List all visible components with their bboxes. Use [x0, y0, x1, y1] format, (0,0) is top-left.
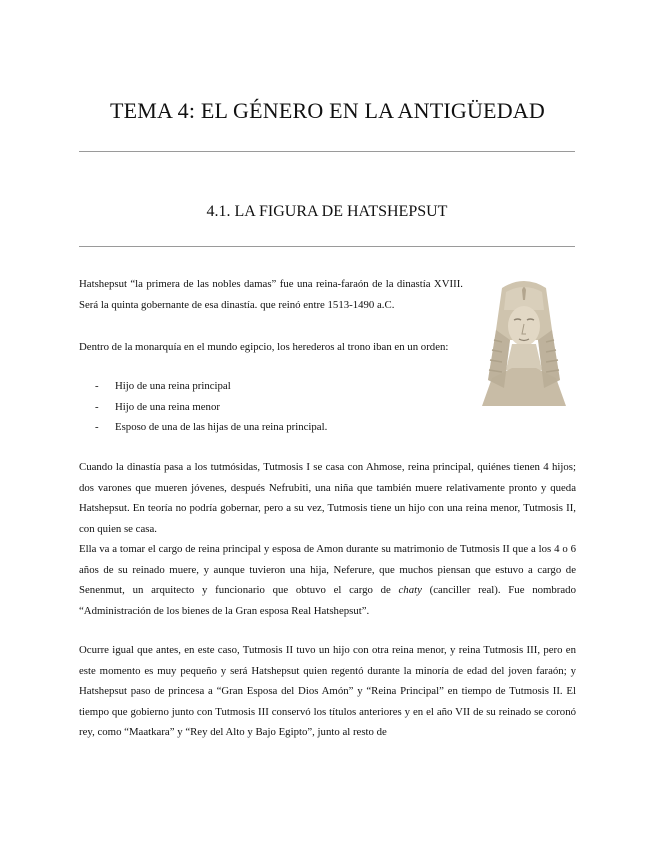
list-item	[79, 417, 327, 438]
body-paragraph-3: Ocurre igual que antes, en este caso, Tutmosis II tuvo un hijo con otra reina menor, y reina Tutmosis III, pero en este momento es muy pequeño y será Hatshepsut quien regentó durante la minoría de edad del joven faraón; y Hatshepsut paso de princesa a “Gran Esposa del Dios Amón” y “Reina Principal” en tiempo de Tutmosis II. El tiempo que gobierno junto con Tutmosis III conservó los títulos anteriores y en el año VII de su reinado se coronó rey, como “Maatkara” y “Rey del Alto y Bajo Egipto”, junto al resto de	[79, 644, 576, 738]
list-item	[79, 376, 327, 397]
bullet-marker: -	[95, 380, 99, 392]
bullet-marker: -	[95, 400, 99, 413]
section-title: 4.1. LA FIGURA DE HATSHEPSUT	[206, 203, 448, 220]
hatshepsut-statue-image	[472, 270, 576, 406]
list-item-text: Hijo de una reina menor	[115, 400, 220, 413]
body-paragraph-2	[79, 539, 576, 621]
paragraph-2-text-end: (canciller real). Fue nombrado “Administración de los bienes de la Gran esposa Real Hatshepsut”.	[79, 584, 576, 617]
section-divider	[79, 246, 575, 247]
succession-list	[79, 376, 327, 438]
body-paragraph-1: Cuando la dinastía pasa a los tutmósidas, Tutmosis I se casa con Ahmose, reina principal, quiénes tienen 4 hijos; dos varones que mueren jóvenes, después Nefrubiti, una niña que también muere relativamente pronto y queda Hatshepsut. En teoría no podría gobernar, pero a su vez, Tutmosis tiene un hijo con una reina menor, Tutmosis II, con quien se casa.	[79, 461, 576, 535]
title-divider	[79, 151, 575, 152]
bullet-marker: -	[95, 421, 99, 433]
page-title: TEMA 4: EL GÉNERO EN LA ANTIGÜEDAD	[110, 98, 545, 123]
paragraph-2-text: Ella va a tomar el cargo de reina principal y esposa de Amon durante su matrimonio de Tutmosis II que a los 4 o 6 años de su reinado muere, y aunque tuvieron una hija, Neferure, que muchos piensan que estuvo a cargo de Senenmut, un arquitecto y funcionario que obtuvo el cargo de	[79, 543, 576, 596]
list-item-text: Hijo de una reina principal	[115, 380, 231, 392]
intro-paragraph: Hatshepsut “la primera de las nobles damas” fue una reina-faraón de la dinastía XVIII. Será la quinta gobernante de esa dinastía. que reinó entre 1513-1490 a.C.	[79, 278, 463, 311]
chaty-term: chaty	[398, 584, 422, 596]
list-item-text: Esposo de una de las hijas de una reina principal.	[115, 421, 328, 433]
list-item	[79, 397, 327, 418]
succession-intro: Dentro de la monarquía en el mundo egipcio, los herederos al trono iban en un orden:	[79, 341, 449, 353]
